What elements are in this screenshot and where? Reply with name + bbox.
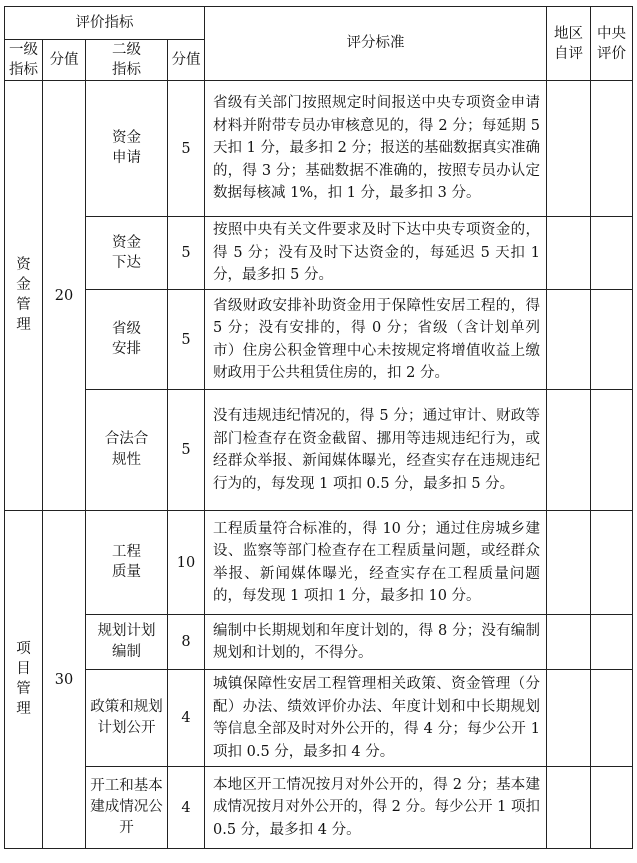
region-self-eval-cell [547,767,591,849]
criteria-cell: 没有违规违纪情况的，得 5 分；通过审计、财政等部门检查存在资金截留、挪用等违规违纪行为，或经群众举报、新闻媒体曝光，经查实存在违规违纪行为的，每发现 1 项扣 0.5 分，最多扣 5 分。 [205,390,547,511]
level2-score-cell: 4 [168,767,205,849]
level2-indicator-cell: 工程质量 [86,511,168,615]
level2-score-cell: 10 [168,511,205,615]
region-self-eval-cell [547,615,591,670]
header-level2-indicator: 二级指标 [86,40,168,81]
level2-score-cell: 5 [168,217,205,290]
central-eval-cell [591,81,633,217]
header-central-eval: 中央评价 [591,7,633,81]
central-eval-cell [591,390,633,511]
region-self-eval-cell [547,81,591,217]
table-row [5,81,633,217]
criteria-cell: 城镇保障性安居工程管理相关政策、资金管理（分配）办法、绩效评价办法、年度计划和中长期规划等信息全部及时对外公开的，得 4 分；每少公开 1 项扣 0.5 分，最多扣 4 分。 [205,670,547,767]
level1-score-cell: 30 [43,511,86,849]
level2-score-cell: 4 [168,670,205,767]
evaluation-table-sheet [4,6,633,849]
header-region-self-eval: 地区自评 [547,7,591,81]
header-level1-indicator: 一级指标 [5,40,43,81]
level2-indicator-cell: 合法合规性 [86,390,168,511]
criteria-cell: 工程质量符合标准的，得 10 分；通过住房城乡建设、监察等部门检查存在工程质量问题，或经群众举报、新闻媒体曝光，经查实存在工程质量问题的，每发现 1 项扣 1 分，最多扣 10 分。 [205,511,547,615]
level2-indicator-cell: 规划计划编制 [86,615,168,670]
region-self-eval-cell [547,217,591,290]
table-row [5,767,633,849]
central-eval-cell [591,217,633,290]
evaluation-table [4,6,633,849]
criteria-cell: 按照中央有关文件要求及时下达中央专项资金的，得 5 分；没有及时下达资金的，每延迟 5 天扣 1 分，最多扣 5 分。 [205,217,547,290]
level2-indicator-cell: 开工和基本建成情况公开 [86,767,168,849]
level2-indicator-cell: 政策和规划计划公开 [86,670,168,767]
central-eval-cell [591,511,633,615]
level2-score-cell: 8 [168,615,205,670]
level2-indicator-cell: 省级安排 [86,290,168,390]
table-row [5,390,633,511]
table-row [5,670,633,767]
level2-score-cell: 5 [168,81,205,217]
table-row [5,615,633,670]
region-self-eval-cell [547,670,591,767]
central-eval-cell [591,670,633,767]
header-score: 分值 [43,40,86,81]
level2-score-cell: 5 [168,390,205,511]
level1-indicator-cell: 资金管理 [5,81,43,511]
table-row [5,217,633,290]
table-row [5,290,633,390]
criteria-cell: 编制中长期规划和年度计划的，得 8 分；没有编制规划和计划的，不得分。 [205,615,547,670]
level2-indicator-cell: 资金下达 [86,217,168,290]
criteria-cell: 省级有关部门按照规定时间报送中央专项资金申请材料并附带专员办审核意见的，得 2 分；每延期 5 天扣 1 分，最多扣 2 分；报送的基础数据真实准确的，得 3 分；基础数据不准确的，按照专员办认定数据每核减 1%，扣 1 分，最多扣 3 分。 [205,81,547,217]
criteria-cell: 省级财政安排补助资金用于保障性安居工程的，得 5 分；没有安排的，得 0 分；省级（含计划单列市）住房公积金管理中心未按规定将增值收益上缴财政用于公共租赁住房的，扣 2 分。 [205,290,547,390]
header-criteria: 评分标准 [205,7,547,81]
level2-indicator-cell: 资金申请 [86,81,168,217]
criteria-cell: 本地区开工情况按月对外公开的，得 2 分；基本建成情况按月对外公开的，得 2 分。每少公开 1 项扣 0.5 分，最多扣 4 分。 [205,767,547,849]
central-eval-cell [591,767,633,849]
table-row [5,511,633,615]
header-score2: 分值 [168,40,205,81]
central-eval-cell [591,290,633,390]
level2-score-cell: 5 [168,290,205,390]
region-self-eval-cell [547,290,591,390]
level1-indicator-cell: 项目管理 [5,511,43,849]
region-self-eval-cell [547,511,591,615]
header-evaluation-indicators: 评价指标 [5,7,205,40]
level1-score-cell: 20 [43,81,86,511]
region-self-eval-cell [547,390,591,511]
central-eval-cell [591,615,633,670]
